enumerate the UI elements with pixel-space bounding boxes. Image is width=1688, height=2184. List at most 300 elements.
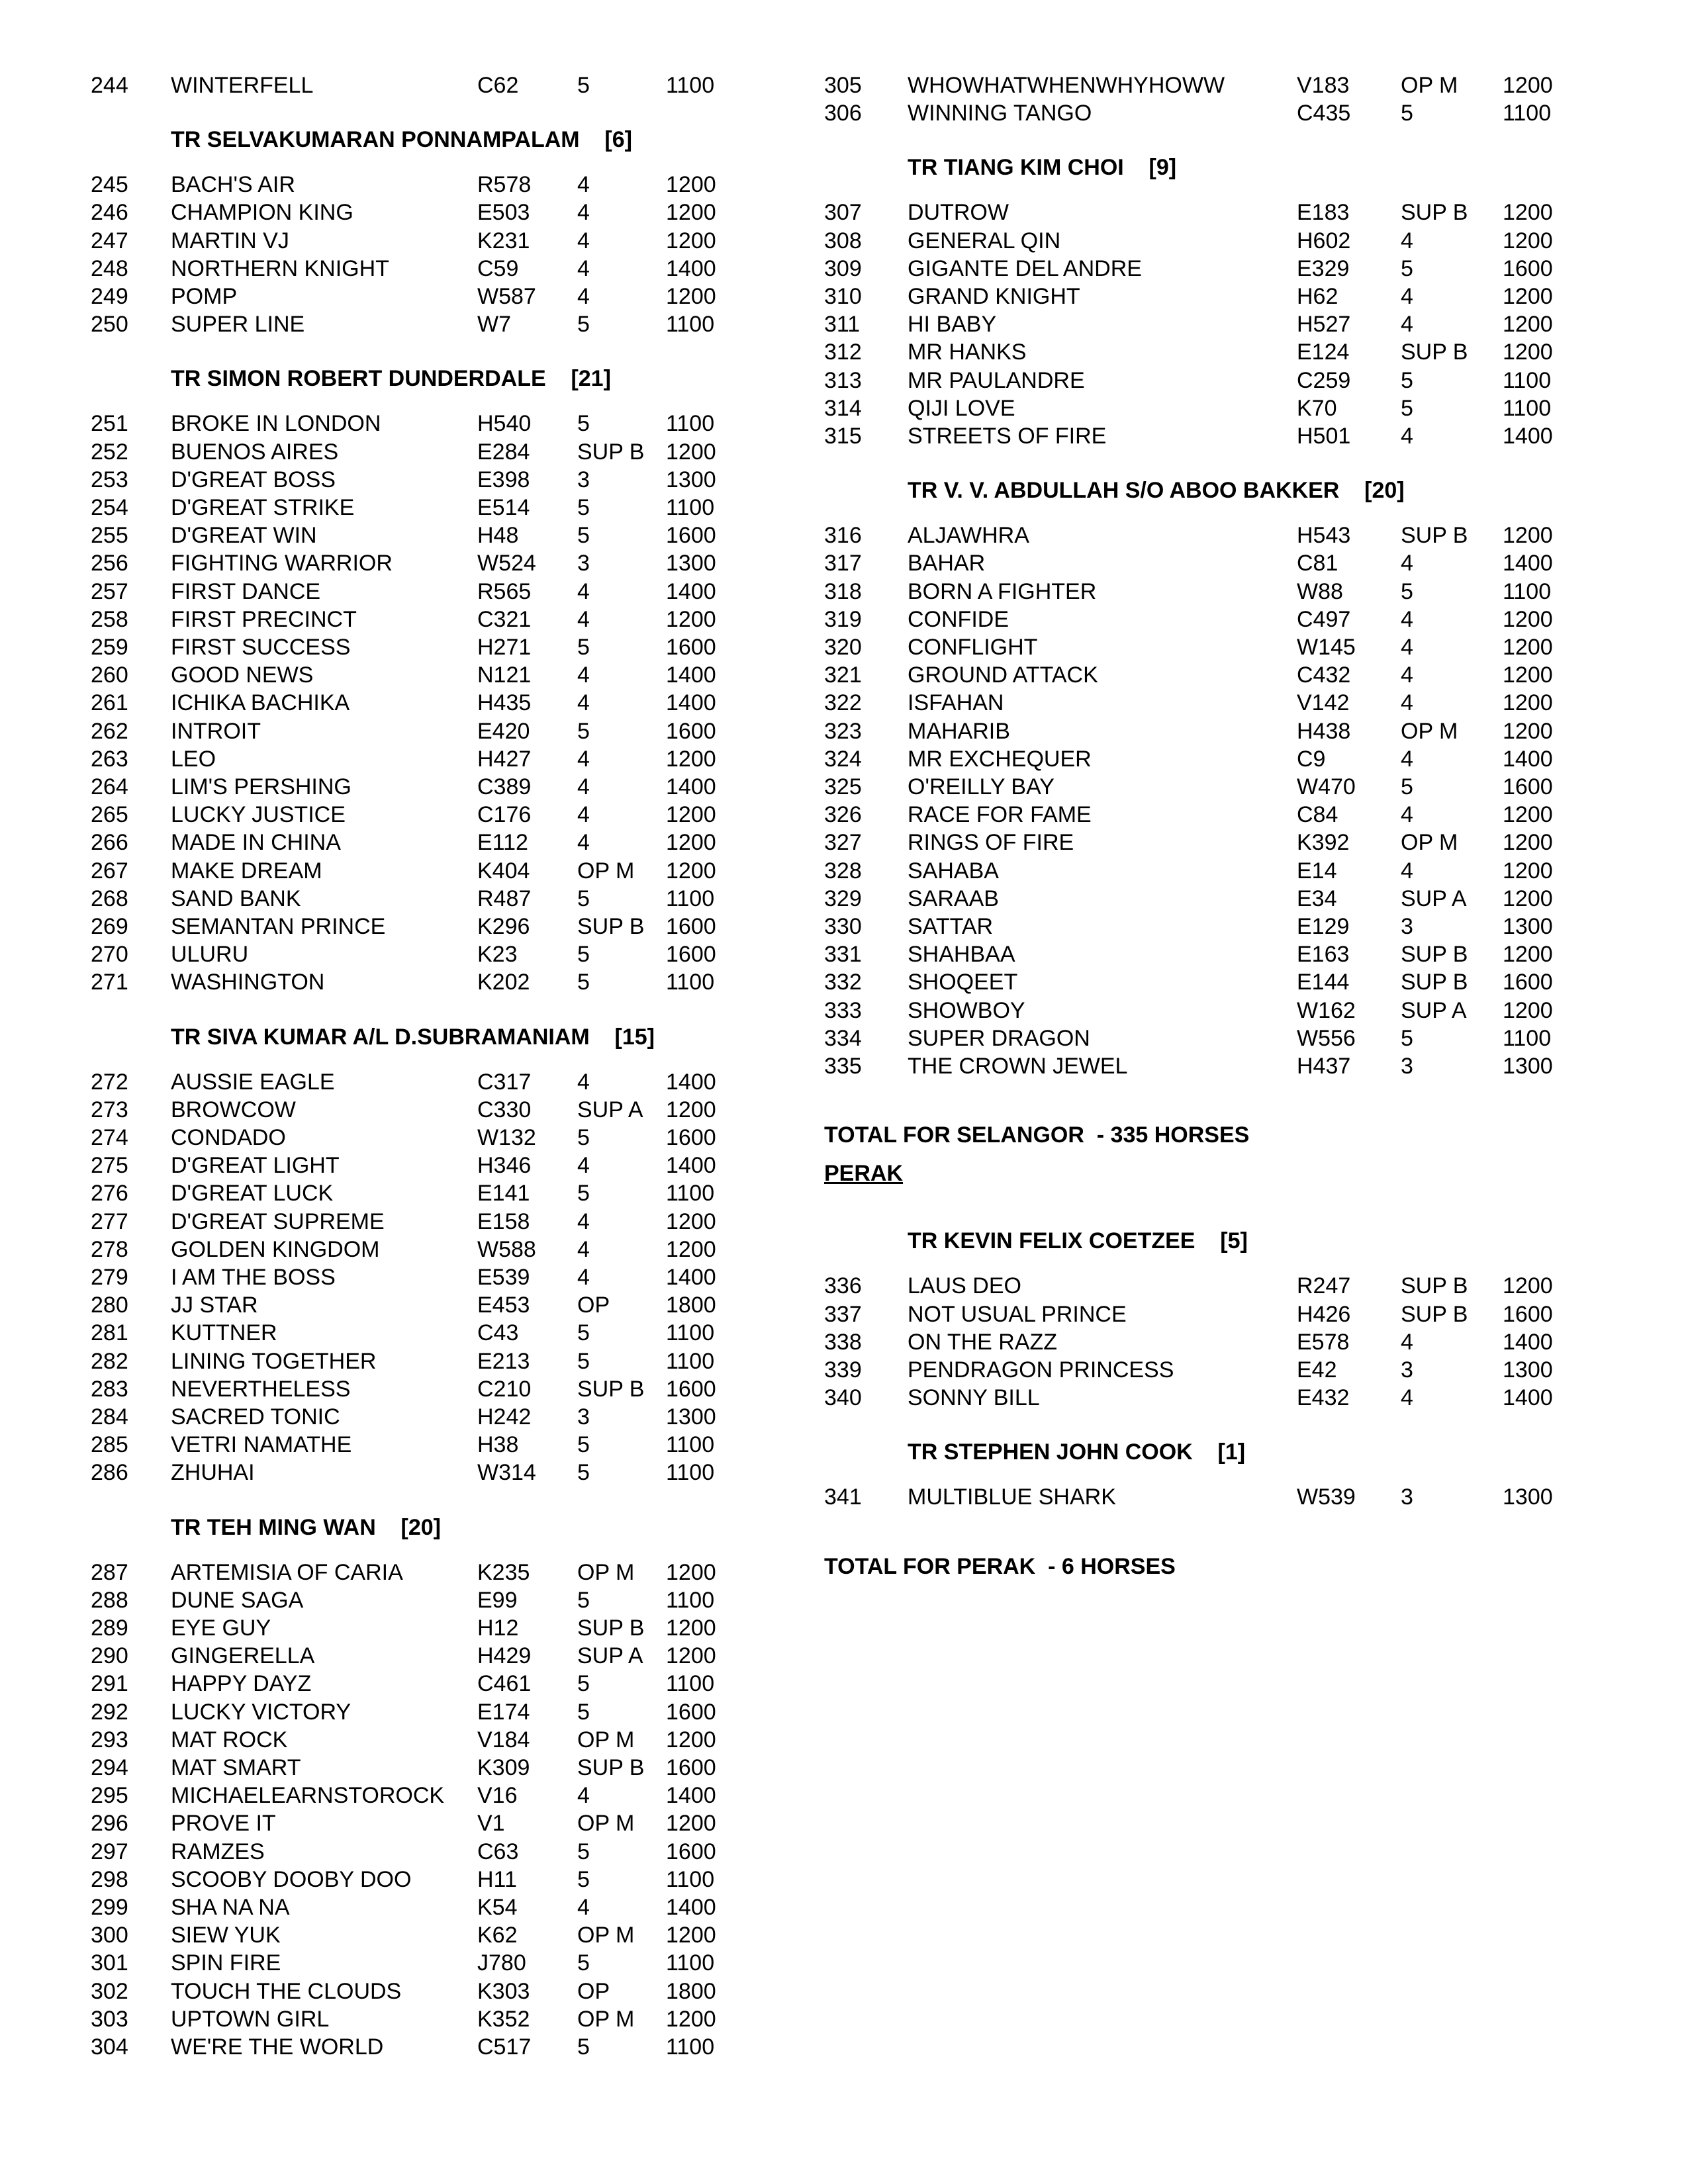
entry-number: 266 — [91, 830, 128, 856]
distance: 1200 — [666, 2006, 716, 2032]
horse-code: C59 — [477, 255, 519, 281]
horse-code: W524 — [477, 551, 536, 576]
entry-number: 289 — [91, 1615, 128, 1641]
horse-name: MICHAELEARNSTOROCK — [171, 1783, 445, 1809]
entry-row — [0, 968, 794, 997]
horse-code: E14 — [1297, 858, 1337, 884]
horse-code: H501 — [1297, 424, 1351, 449]
entry-number: 329 — [824, 886, 862, 911]
rating: SUP B — [1401, 1301, 1468, 1327]
horse-name: FIRST PRECINCT — [171, 606, 357, 632]
distance: 1100 — [666, 970, 715, 995]
horse-code: K235 — [477, 1559, 530, 1585]
horse-code: W7 — [477, 312, 511, 338]
horse-code: W145 — [1297, 635, 1356, 660]
horse-code: K202 — [477, 970, 530, 995]
entry-row — [824, 1328, 1618, 1357]
horse-code: E112 — [477, 830, 528, 856]
entry-row — [824, 745, 1618, 774]
distance: 1100 — [666, 1587, 715, 1613]
rating: 4 — [577, 662, 590, 688]
entry-number: 332 — [824, 970, 862, 995]
entry-row — [824, 1383, 1618, 1412]
rating: SUP B — [1401, 340, 1468, 365]
entry-row — [0, 1614, 794, 1643]
entry-number: 334 — [824, 1025, 862, 1051]
distance: 1100 — [666, 886, 715, 911]
horse-name: SHAHBAA — [908, 942, 1015, 968]
entry-row — [824, 800, 1618, 829]
rating: 5 — [577, 495, 590, 520]
entry-number: 265 — [91, 802, 128, 828]
rating: SUP A — [1401, 997, 1467, 1023]
horse-code: H438 — [1297, 718, 1351, 744]
rating: 5 — [577, 1587, 590, 1613]
entry-row — [824, 226, 1618, 255]
horse-code: C176 — [477, 802, 532, 828]
entry-number: 338 — [824, 1329, 862, 1355]
horse-name: MULTIBLUE SHARK — [908, 1484, 1116, 1510]
horse-code: R565 — [477, 578, 532, 604]
rating: 5 — [577, 1125, 590, 1150]
entry-number: 315 — [824, 424, 862, 449]
horse-code: R487 — [477, 886, 532, 911]
horse-name: WHOWHATWHENWHYHOWW — [908, 73, 1225, 98]
rating: 4 — [577, 1153, 590, 1179]
entry-number: 281 — [91, 1320, 128, 1346]
entry-number: 280 — [91, 1293, 128, 1318]
entry-row — [0, 1977, 794, 2006]
distance: 1300 — [666, 467, 716, 492]
distance: 1200 — [666, 1097, 716, 1122]
horse-name: RACE FOR FAME — [908, 802, 1092, 828]
distance: 1400 — [666, 1895, 716, 1920]
horse-code: E99 — [477, 1587, 518, 1613]
entry-row — [0, 1781, 794, 1810]
distance: 1200 — [666, 439, 716, 465]
rating: OP M — [577, 1559, 635, 1585]
horse-code: H527 — [1297, 312, 1351, 338]
horse-name: SHOQEET — [908, 970, 1018, 995]
entry-row — [0, 521, 794, 550]
entry-row — [824, 828, 1618, 857]
distance: 1200 — [666, 284, 716, 309]
rating: 5 — [1401, 395, 1413, 421]
distance: 1100 — [666, 312, 715, 338]
entry-number: 335 — [824, 1054, 862, 1079]
rating: SUP B — [577, 1615, 645, 1641]
distance: 1200 — [1503, 997, 1553, 1023]
distance: 1200 — [1503, 858, 1553, 884]
distance: 1400 — [666, 1265, 716, 1290]
horse-name: MR EXCHEQUER — [908, 746, 1092, 772]
entry-number: 336 — [824, 1273, 862, 1299]
distance: 1600 — [1503, 1301, 1553, 1327]
horse-code: V142 — [1297, 690, 1350, 716]
distance: 1100 — [666, 73, 715, 98]
rating: 4 — [577, 606, 590, 632]
horse-code: W588 — [477, 1236, 536, 1262]
horse-code: H426 — [1297, 1301, 1351, 1327]
rating: 5 — [1401, 101, 1413, 126]
horse-name: NOT USUAL PRINCE — [908, 1301, 1127, 1327]
entry-row — [0, 605, 794, 634]
entry-row — [0, 465, 794, 494]
rating: 3 — [1401, 1054, 1413, 1079]
rating: 5 — [1401, 255, 1413, 281]
horse-name: STREETS OF FIRE — [908, 424, 1107, 449]
entry-number: 252 — [91, 439, 128, 465]
entry-row — [824, 198, 1618, 227]
horse-code: H435 — [477, 690, 532, 716]
rating: 4 — [577, 228, 590, 253]
distance: 1200 — [1503, 200, 1553, 226]
entry-number: 320 — [824, 635, 862, 660]
horse-code: H346 — [477, 1153, 532, 1179]
region-total: TOTAL FOR PERAK - 6 HORSES — [824, 1553, 1176, 1579]
distance: 1600 — [1503, 970, 1553, 995]
rating: 4 — [577, 1208, 590, 1234]
entry-row — [0, 1402, 794, 1432]
rating: 5 — [577, 635, 590, 660]
entry-row — [0, 1641, 794, 1670]
horse-name: HI BABY — [908, 312, 997, 338]
entry-number: 270 — [91, 942, 128, 968]
distance: 1200 — [1503, 830, 1553, 856]
horse-name: I AM THE BOSS — [171, 1265, 336, 1290]
horse-code: C259 — [1297, 367, 1351, 393]
distance: 1600 — [666, 914, 716, 939]
rating: 5 — [577, 970, 590, 995]
horse-name: TOUCH THE CLOUDS — [171, 1978, 402, 2004]
entry-number: 301 — [91, 1950, 128, 1976]
horse-code: W132 — [477, 1125, 536, 1150]
horse-code: N121 — [477, 662, 532, 688]
distance: 1200 — [1503, 340, 1553, 365]
rating: 4 — [577, 802, 590, 828]
horse-code: E42 — [1297, 1357, 1337, 1383]
entry-row — [0, 1865, 794, 1894]
entry-number: 303 — [91, 2006, 128, 2032]
rating: SUP B — [577, 1755, 645, 1780]
entry-row — [0, 1347, 794, 1376]
distance: 1600 — [666, 1839, 716, 1864]
horse-name: MAHARIB — [908, 718, 1010, 744]
entry-row — [0, 800, 794, 829]
entry-row — [824, 577, 1618, 606]
entry-number: 305 — [824, 73, 862, 98]
distance: 1100 — [666, 1671, 715, 1697]
horse-code: E174 — [477, 1699, 530, 1725]
horse-code: W88 — [1297, 578, 1343, 604]
entry-number: 309 — [824, 255, 862, 281]
horse-name: SUPER LINE — [171, 312, 305, 338]
entry-number: 258 — [91, 606, 128, 632]
entry-number: 318 — [824, 578, 862, 604]
entry-row — [0, 170, 794, 199]
entry-number: 251 — [91, 411, 128, 437]
horse-code: C210 — [477, 1376, 532, 1402]
entry-number: 274 — [91, 1125, 128, 1150]
distance: 1600 — [666, 635, 716, 660]
entry-row — [824, 1482, 1618, 1512]
horse-code: W314 — [477, 1460, 536, 1486]
entry-number: 325 — [824, 774, 862, 799]
rating: 4 — [577, 1265, 590, 1290]
horse-code: C9 — [1297, 746, 1326, 772]
horse-code: R578 — [477, 172, 532, 198]
entry-number: 316 — [824, 523, 862, 549]
horse-code: H11 — [477, 1866, 517, 1892]
horse-code: H602 — [1297, 228, 1351, 253]
horse-name: ICHIKA BACHIKA — [171, 690, 350, 716]
distance: 1800 — [666, 1293, 716, 1318]
entry-number: 268 — [91, 886, 128, 911]
entry-number: 255 — [91, 523, 128, 549]
horse-code: K70 — [1297, 395, 1337, 421]
horse-code: C461 — [477, 1671, 532, 1697]
distance: 1400 — [666, 1153, 716, 1179]
horse-name: BROKE IN LONDON — [171, 411, 381, 437]
horse-code: E141 — [477, 1181, 530, 1206]
entry-number: 283 — [91, 1376, 128, 1402]
entry-row — [824, 282, 1618, 311]
entry-row — [0, 549, 794, 578]
horse-name: THE CROWN JEWEL — [908, 1054, 1128, 1079]
rating: OP M — [1401, 830, 1458, 856]
rating: SUP A — [577, 1643, 643, 1669]
entry-row — [0, 1318, 794, 1347]
entry-number: 306 — [824, 101, 862, 126]
entry-row — [0, 1235, 794, 1264]
entry-row — [0, 310, 794, 339]
distance: 1600 — [666, 718, 716, 744]
rating: 4 — [577, 1069, 590, 1095]
entry-number: 284 — [91, 1404, 128, 1430]
entry-number: 277 — [91, 1208, 128, 1234]
horse-name: WE'RE THE WORLD — [171, 2034, 384, 2060]
horse-code: C62 — [477, 73, 519, 98]
distance: 1100 — [666, 2034, 715, 2060]
rating: 5 — [577, 942, 590, 968]
horse-name: DUTROW — [908, 200, 1009, 226]
horse-code: C84 — [1297, 802, 1338, 828]
entry-row — [824, 968, 1618, 997]
distance: 1200 — [1503, 523, 1553, 549]
rating: 4 — [577, 1783, 590, 1809]
rating: 4 — [577, 830, 590, 856]
horse-name: ISFAHAN — [908, 690, 1004, 716]
rating: 4 — [1401, 802, 1413, 828]
horse-name: SIEW YUK — [171, 1923, 281, 1948]
entry-row — [0, 2032, 794, 2062]
entry-row — [0, 1151, 794, 1180]
entry-row — [0, 717, 794, 746]
entry-number: 276 — [91, 1181, 128, 1206]
entry-row — [0, 745, 794, 774]
right-column — [824, 0, 1618, 2184]
horse-code: K404 — [477, 858, 530, 884]
distance: 1300 — [666, 551, 716, 576]
horse-name: RINGS OF FIRE — [908, 830, 1074, 856]
entry-number: 290 — [91, 1643, 128, 1669]
horse-code: E539 — [477, 1265, 530, 1290]
entry-row — [0, 493, 794, 522]
horse-name: MR PAULANDRE — [908, 367, 1085, 393]
entry-number: 313 — [824, 367, 862, 393]
distance: 1400 — [666, 255, 716, 281]
horse-code: E183 — [1297, 200, 1350, 226]
horse-code: E514 — [477, 495, 530, 520]
distance: 1200 — [666, 830, 716, 856]
horse-name: MARTIN VJ — [171, 228, 289, 253]
entry-row — [824, 1355, 1618, 1385]
horse-code: H540 — [477, 411, 532, 437]
horse-name: SCOOBY DOOBY DOO — [171, 1866, 412, 1892]
horse-name: NEVERTHELESS — [171, 1376, 351, 1402]
entry-row — [824, 366, 1618, 395]
horse-code: H543 — [1297, 523, 1351, 549]
rating: 5 — [1401, 578, 1413, 604]
entry-row — [0, 1430, 794, 1459]
rating: 4 — [1401, 858, 1413, 884]
distance: 1200 — [1503, 942, 1553, 968]
rating: 4 — [1401, 1329, 1413, 1355]
rating: 5 — [577, 1671, 590, 1697]
rating: 5 — [1401, 1025, 1413, 1051]
horse-name: SATTAR — [908, 914, 994, 939]
horse-code: W539 — [1297, 1484, 1356, 1510]
horse-name: VETRI NAMATHE — [171, 1432, 352, 1458]
entry-row — [824, 884, 1618, 913]
entry-number: 317 — [824, 551, 862, 576]
horse-code: K352 — [477, 2006, 530, 2032]
horse-name: LEO — [171, 746, 216, 772]
entry-row — [0, 1669, 794, 1698]
rating: 4 — [577, 200, 590, 226]
distance: 1100 — [666, 411, 715, 437]
entry-number: 271 — [91, 970, 128, 995]
rating: 4 — [577, 255, 590, 281]
distance: 1100 — [666, 1866, 715, 1892]
entry-row — [0, 660, 794, 690]
distance: 1200 — [666, 1727, 716, 1752]
horse-code: H62 — [1297, 284, 1338, 309]
distance: 1400 — [666, 1069, 716, 1095]
entry-number: 282 — [91, 1348, 128, 1374]
distance: 1400 — [666, 690, 716, 716]
rating: 5 — [577, 1320, 590, 1346]
rating: SUP B — [1401, 970, 1468, 995]
rating: 5 — [577, 1950, 590, 1976]
entry-row — [824, 912, 1618, 941]
horse-code: H48 — [477, 523, 519, 549]
rating: SUP B — [577, 914, 645, 939]
rating: 4 — [1401, 662, 1413, 688]
horse-code: C81 — [1297, 551, 1338, 576]
entry-number: 245 — [91, 172, 128, 198]
distance: 1100 — [666, 495, 715, 520]
entry-row — [824, 71, 1618, 100]
entry-row — [0, 1095, 794, 1124]
entry-number: 262 — [91, 718, 128, 744]
entry-number: 275 — [91, 1153, 128, 1179]
rating: 5 — [1401, 774, 1413, 799]
entry-row — [0, 1375, 794, 1404]
entry-row — [824, 688, 1618, 717]
rating: SUP B — [1401, 523, 1468, 549]
entry-number: 269 — [91, 914, 128, 939]
horse-name: GROUND ATTACK — [908, 662, 1098, 688]
horse-name: LAUS DEO — [908, 1273, 1021, 1299]
rating: 3 — [577, 551, 590, 576]
horse-code: C435 — [1297, 101, 1351, 126]
rating: SUP B — [577, 1376, 645, 1402]
horse-code: K392 — [1297, 830, 1350, 856]
horse-code: W587 — [477, 284, 536, 309]
rating: 4 — [577, 746, 590, 772]
rating: 5 — [1401, 367, 1413, 393]
distance: 1600 — [1503, 255, 1553, 281]
trainer-heading: TR TEH MING WAN [20] — [171, 1514, 441, 1540]
rating: SUP A — [1401, 886, 1467, 911]
entry-number: 272 — [91, 1069, 128, 1095]
rating: 3 — [1401, 914, 1413, 939]
rating: SUP B — [1401, 942, 1468, 968]
horse-name: D'GREAT BOSS — [171, 467, 336, 492]
horse-name: WASHINGTON — [171, 970, 325, 995]
horse-code: C389 — [477, 774, 532, 799]
horse-name: MAKE DREAM — [171, 858, 322, 884]
entry-row — [0, 1586, 794, 1615]
rating: 5 — [577, 1699, 590, 1725]
entry-row — [824, 310, 1618, 339]
rating: OP M — [577, 858, 635, 884]
horse-code: E453 — [477, 1293, 530, 1318]
region-total: TOTAL FOR SELANGOR - 335 HORSES — [824, 1122, 1250, 1148]
entry-row — [0, 1698, 794, 1727]
horse-name: GENERAL QIN — [908, 228, 1061, 253]
horse-name: FIRST DANCE — [171, 578, 321, 604]
entry-row — [824, 605, 1618, 634]
horse-name: ULURU — [171, 942, 249, 968]
entry-number: 304 — [91, 2034, 128, 2060]
horse-code: W470 — [1297, 774, 1356, 799]
distance: 1200 — [666, 746, 716, 772]
distance: 1200 — [1503, 284, 1553, 309]
entry-number: 256 — [91, 551, 128, 576]
horse-name: ON THE RAZZ — [908, 1329, 1058, 1355]
horse-code: C432 — [1297, 662, 1351, 688]
horse-name: BACH'S AIR — [171, 172, 295, 198]
entry-number: 323 — [824, 718, 862, 744]
entry-number: 311 — [824, 312, 861, 338]
rating: 4 — [1401, 690, 1413, 716]
horse-code: C317 — [477, 1069, 532, 1095]
distance: 1600 — [666, 1755, 716, 1780]
horse-name: GOLDEN KINGDOM — [171, 1236, 380, 1262]
horse-code: C43 — [477, 1320, 519, 1346]
distance: 1200 — [666, 1811, 716, 1837]
horse-code: E432 — [1297, 1385, 1350, 1411]
trainer-heading: TR V. V. ABDULLAH S/O ABOO BAKKER [20] — [908, 478, 1405, 504]
horse-code: K296 — [477, 914, 530, 939]
horse-name: SAHABA — [908, 858, 999, 884]
trainer-heading: TR KEVIN FELIX COETZEE [5] — [908, 1228, 1248, 1254]
rating: OP M — [577, 1811, 635, 1837]
rating: 4 — [577, 172, 590, 198]
rating: 5 — [577, 718, 590, 744]
